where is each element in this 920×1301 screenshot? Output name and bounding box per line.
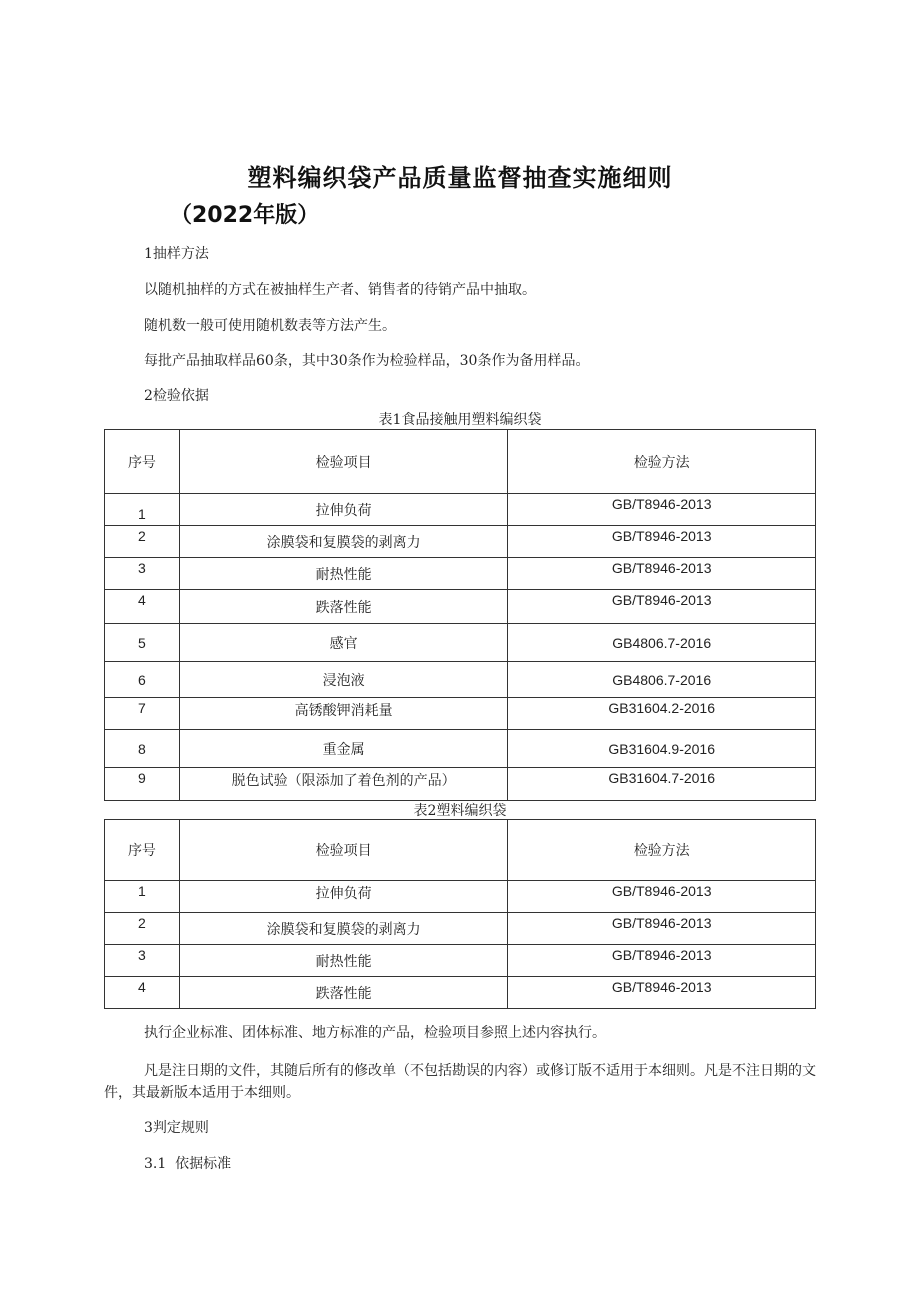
- table-2-caption: 表2塑料编织袋: [413, 803, 507, 819]
- table-1-cell-method: GB/T8946-2013: [508, 526, 816, 558]
- table-2-cell-method: GB/T8946-2013: [508, 945, 816, 977]
- table-2-cell-index: 3: [105, 945, 180, 977]
- table-2-cell-item: 拉伸负荷: [179, 881, 507, 913]
- table-1-cell-index: 3: [105, 558, 180, 590]
- table-row: [105, 494, 816, 526]
- table-1-header-item: 检验项目: [179, 430, 507, 494]
- table-row: [105, 881, 816, 913]
- table-row: [105, 913, 816, 945]
- section-1-paragraph-3: 每批产品抽取样品60条，其中30条作为检验样品，30条作为备用样品。: [144, 353, 590, 369]
- table-1-cell-item: 高锈酸钾消耗量: [179, 698, 507, 730]
- table-1-cell-index: 9: [105, 768, 180, 801]
- table-1-cell-method: GB/T8946-2013: [508, 590, 816, 624]
- table-1-cell-index: 6: [105, 662, 180, 698]
- table-1-cell-method: GB31604.2-2016: [508, 698, 816, 730]
- table-row: [105, 698, 816, 730]
- section-1-heading: 1抽样方法: [144, 246, 209, 262]
- table-1-cell-item: 拉伸负荷: [179, 494, 507, 526]
- table-row: [105, 624, 816, 662]
- section-1-paragraph-2: 随机数一般可使用随机数表等方法产生。: [144, 318, 396, 334]
- table-1-cell-item: 跌落性能: [179, 590, 507, 624]
- section-3-heading: 3判定规则: [144, 1120, 209, 1136]
- table-1-cell-method: GB/T8946-2013: [508, 558, 816, 590]
- table-1-cell-method: GB4806.7-2016: [508, 624, 816, 662]
- table-2-header-row: [105, 820, 816, 881]
- table-2-header-index: 序号: [105, 820, 180, 881]
- table-1-caption: 表1食品接触用塑料编织袋: [378, 412, 542, 428]
- table-2-cell-method: GB/T8946-2013: [508, 977, 816, 1009]
- document-title: 塑料编织袋产品质量监督抽查实施细则: [247, 164, 673, 192]
- table-2-cell-index: 2: [105, 913, 180, 945]
- section-3-1-heading: 3.1 依据标准: [144, 1156, 232, 1172]
- table-row: [105, 768, 816, 801]
- table-1-cell-index: 7: [105, 698, 180, 730]
- table-2: [104, 819, 816, 1009]
- table-1-header-row: [105, 430, 816, 494]
- table-2-cell-item: 涂膜袋和复膜袋的剥离力: [179, 913, 507, 945]
- table-1-header-index: 序号: [105, 430, 180, 494]
- section-1-paragraph-1: 以随机抽样的方式在被抽样生产者、销售者的待销产品中抽取。: [144, 282, 536, 298]
- table-1: [104, 429, 816, 801]
- table-1-cell-method: GB4806.7-2016: [508, 662, 816, 698]
- after-tables-paragraph-1: 执行企业标准、团体标准、地方标准的产品，检验项目参照上述内容执行。: [144, 1025, 606, 1041]
- table-1-cell-item: 脱色试验（限添加了着色剂的产品）: [179, 768, 507, 801]
- table-row: [105, 526, 816, 558]
- table-row: [105, 590, 816, 624]
- table-row: [105, 945, 816, 977]
- table-1-cell-index: 5: [105, 624, 180, 662]
- table-2-cell-index: 1: [105, 881, 180, 913]
- table-2-cell-method: GB/T8946-2013: [508, 881, 816, 913]
- table-2-cell-method: GB/T8946-2013: [508, 913, 816, 945]
- table-1-cell-index: 1: [105, 494, 180, 526]
- table-1-cell-index: 4: [105, 590, 180, 624]
- table-1-cell-method: GB31604.7-2016: [508, 768, 816, 801]
- table-1-cell-index: 2: [105, 526, 180, 558]
- table-row: [105, 977, 816, 1009]
- document-subtitle: （2022年版）: [170, 203, 320, 228]
- table-row: [105, 662, 816, 698]
- table-1-cell-index: 8: [105, 730, 180, 768]
- table-row: [105, 730, 816, 768]
- table-2-header-method: 检验方法: [508, 820, 816, 881]
- table-1-header-method: 检验方法: [508, 430, 816, 494]
- section-2-heading: 2检验依据: [144, 388, 209, 404]
- table-1-cell-item: 涂膜袋和复膜袋的剥离力: [179, 526, 507, 558]
- table-1-cell-item: 重金属: [179, 730, 507, 768]
- table-1-cell-method: GB/T8946-2013: [508, 494, 816, 526]
- table-row: [105, 558, 816, 590]
- table-1-cell-item: 耐热性能: [179, 558, 507, 590]
- after-tables-paragraph-2: 凡是注日期的文件，其随后所有的修改单（不包括勘误的内容）或修订版不适用于本细则。凡是不注日期的文件，其最新版本适用于本细则。: [104, 1063, 816, 1101]
- table-2-cell-item: 跌落性能: [179, 977, 507, 1009]
- table-2-cell-index: 4: [105, 977, 180, 1009]
- table-1-cell-item: 感官: [179, 624, 507, 662]
- table-1-cell-item: 浸泡液: [179, 662, 507, 698]
- table-2-cell-item: 耐热性能: [179, 945, 507, 977]
- table-1-cell-method: GB31604.9-2016: [508, 730, 816, 768]
- table-2-header-item: 检验项目: [179, 820, 507, 881]
